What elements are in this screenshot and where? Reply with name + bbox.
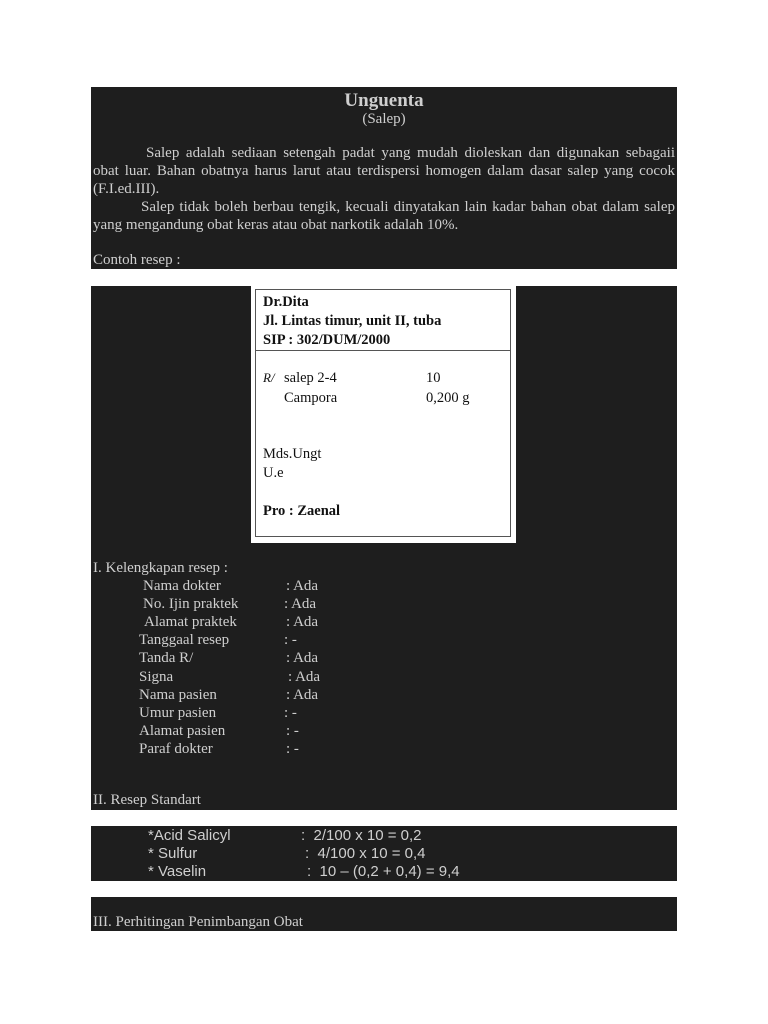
checklist-label: Tanda R/	[139, 650, 194, 667]
patient-name: Pro : Zaenal	[263, 503, 341, 519]
checklist-label: Signa	[139, 668, 174, 685]
paragraph-2: Salep tidak boleh berbau tengik, kecuali dinyatakan lain kadar bahan obat dalam salep yang mengandung obat keras atau obat narkotik adalah 10%.	[93, 199, 675, 233]
ingredient-calc: : 2/100 x 10 = 0,2	[301, 827, 422, 844]
page-subtitle: (Salep)	[362, 111, 406, 127]
checklist-label: Nama pasien	[139, 686, 217, 703]
checklist-value: : Ada	[286, 686, 319, 703]
checklist-value: : Ada	[286, 650, 319, 667]
ingredient-calc: : 10 – (0,2 + 0,4) = 9,4	[307, 863, 460, 880]
qty-1: 10	[426, 370, 441, 386]
section3-panel	[91, 897, 677, 931]
standard-panel	[91, 826, 677, 881]
section3-heading: III. Perhitingan Penimbangan Obat	[93, 914, 303, 930]
qty-2: 0,200 g	[426, 390, 470, 406]
checklist-label: Umur pasien	[139, 704, 217, 721]
ingredient-label: *Acid Salicyl	[148, 827, 231, 844]
prescription-card	[251, 286, 516, 543]
signa-mds: Mds.Ungt	[263, 446, 322, 462]
r-symbol: R/	[263, 370, 275, 385]
checklist-value: : Ada	[286, 614, 319, 631]
divider	[256, 350, 510, 351]
checklist-label: No. Ijin praktek	[143, 596, 239, 613]
checklist-value: : -	[286, 740, 299, 757]
checklist-value: : Ada	[284, 596, 317, 613]
doctor-name: Dr.Dita	[263, 294, 309, 310]
doctor-sip: SIP : 302/DUM/2000	[263, 332, 391, 348]
ingredient-label: * Sulfur	[148, 845, 198, 862]
ingredient-calc: : 4/100 x 10 = 0,4	[305, 845, 426, 862]
checklist-value: : Ada	[286, 578, 319, 594]
checklist-label: Alamat pasien	[139, 722, 226, 739]
paragraph-1: Salep adalah sediaan setengah padat yang mudah dioleskan dan digunakan sebagaii obat luar. Bahan obatnya harus larut atau terdispersi homogen dalam dasar salep yang cocok (F.I.ed.III).	[93, 145, 675, 197]
checklist-label: Nama dokter	[143, 578, 221, 594]
signa-ue: U.e	[263, 465, 284, 481]
item-2: Campora	[284, 390, 338, 406]
contoh-label: Contoh resep :	[93, 252, 181, 268]
checklist-value: : Ada	[288, 668, 321, 685]
page-title: Unguenta	[344, 90, 424, 111]
item-1: salep 2-4	[284, 370, 337, 386]
doctor-address: Jl. Lintas timur, unit II, tuba	[263, 313, 442, 329]
checklist-value: : -	[284, 704, 297, 721]
checklist-value: : -	[284, 632, 297, 649]
checklist-label: Alamat praktek	[144, 614, 237, 631]
ingredient-label: * Vaselin	[148, 863, 207, 880]
intro-panel	[91, 87, 677, 269]
checklist-value: : -	[286, 722, 299, 739]
section2-heading: II. Resep Standart	[93, 792, 201, 808]
section1-heading: I. Kelengkapan resep :	[93, 560, 228, 576]
checklist-label: Tanggaal resep	[139, 632, 230, 649]
checklist-label: Paraf dokter	[139, 740, 213, 757]
